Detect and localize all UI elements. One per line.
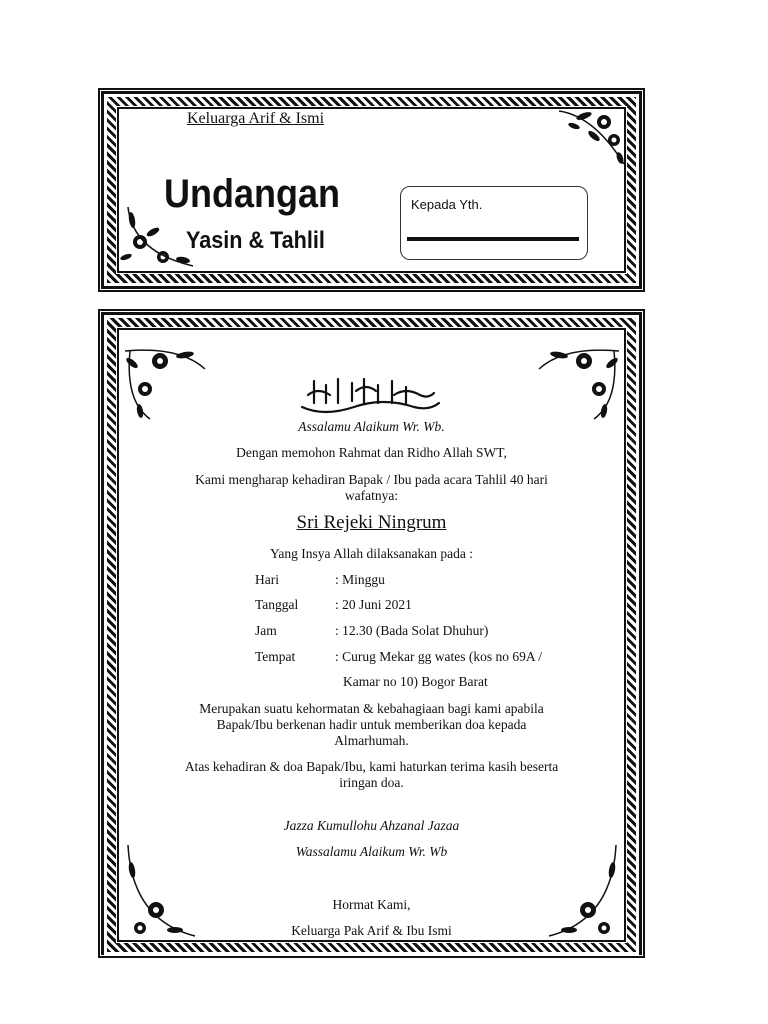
invitation-title: Undangan bbox=[164, 172, 340, 216]
cover-card bbox=[101, 91, 642, 289]
detail-value: : Curug Mekar gg wates (kos no 69A / bbox=[335, 649, 542, 664]
schedule-intro: Yang Insya Allah dilaksanakan pada : bbox=[270, 546, 473, 561]
detail-value: : 12.30 (Bada Solat Dhuhur) bbox=[335, 623, 489, 638]
bismillah-calligraphy-icon bbox=[294, 373, 444, 419]
opening-line: Dengan memohon Rahmat dan Ridho Allah SWT, bbox=[236, 445, 507, 460]
letter-card bbox=[101, 312, 642, 955]
thanks-line-2: iringan doa. bbox=[339, 775, 404, 790]
regards-line: Hormat Kami, bbox=[332, 897, 411, 912]
honor-line-3: Almarhumah. bbox=[334, 733, 409, 748]
honor-line-1: Merupakan suatu kehormatan & kebahagiaan bagi kami apabila bbox=[199, 701, 544, 716]
invitation-subtitle: Yasin & Tahlil bbox=[186, 227, 325, 254]
request-line-1: Kami mengharap kehadiran Bapak / Ibu pada acara Tahlil 40 hari bbox=[195, 472, 548, 487]
detail-label: Jam bbox=[255, 623, 277, 638]
thanks-line-1: Atas kehadiran & doa Bapak/Ibu, kami haturkan terima kasih beserta bbox=[184, 759, 559, 774]
address-label: Kepada Yth. bbox=[411, 197, 483, 212]
prayer-line: Jazza Kumullohu Ahzanal Jazaa bbox=[283, 818, 460, 833]
closing-line: Wassalamu Alaikum Wr. Wb bbox=[295, 844, 448, 859]
place-continued: Kamar no 10) Bogor Barat bbox=[343, 674, 488, 689]
floral-ornament-icon bbox=[534, 341, 624, 421]
address-line bbox=[407, 237, 579, 241]
address-box bbox=[400, 186, 588, 260]
floral-ornament-icon bbox=[120, 341, 210, 421]
floral-ornament-icon bbox=[554, 106, 630, 168]
detail-label: Tanggal bbox=[255, 597, 299, 612]
honor-line-2: Bapak/Ibu berkenan hadir untuk memberikan doa kepada bbox=[216, 717, 527, 732]
detail-label: Tempat bbox=[255, 649, 296, 664]
detail-value: : Minggu bbox=[335, 572, 385, 587]
deceased-name: Sri Rejeki Ningrum bbox=[296, 512, 447, 533]
greeting: Assalamu Alaikum Wr. Wb. bbox=[298, 419, 445, 434]
request-line-2: wafatnya: bbox=[344, 488, 399, 503]
family-name: Keluarga Arif & Ismi bbox=[187, 110, 325, 127]
detail-value: : 20 Juni 2021 bbox=[335, 597, 412, 612]
signature-line: Keluarga Pak Arif & Ibu Ismi bbox=[291, 923, 452, 938]
detail-label: Hari bbox=[255, 572, 279, 587]
